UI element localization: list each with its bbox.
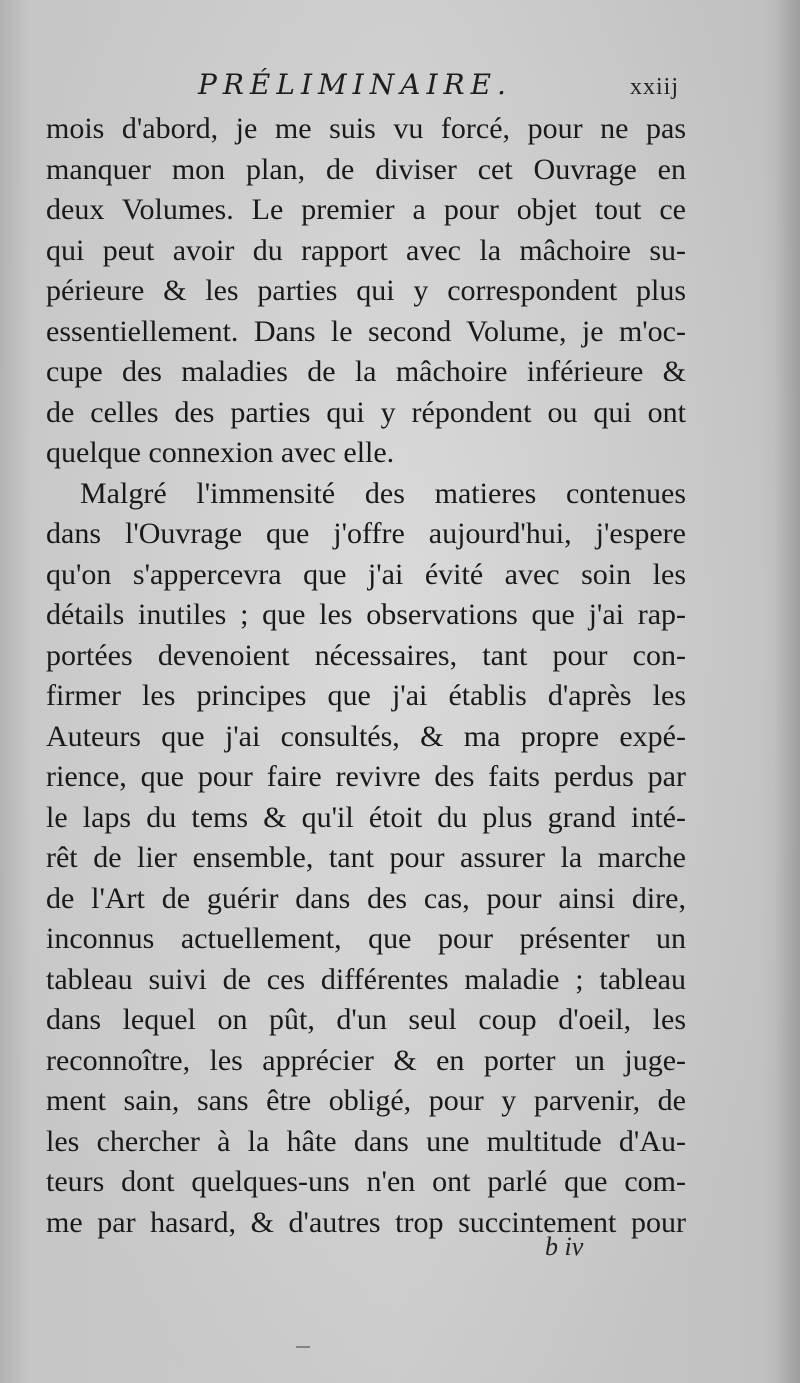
paragraph-start-line: Malgré l'immensité des matieres contenues (80, 476, 686, 510)
text-line: qu'on s'appercevra que j'ai évité avec soin les (46, 557, 686, 591)
page-edge-shadow (774, 0, 800, 1383)
paragraph-end-line: quelque connexion avec elle. (46, 436, 395, 469)
text-line: teurs dont quelques-uns n'en ont parlé que com- (46, 1165, 686, 1198)
text-line: cupe des maladies de la mâchoire inférieure & (46, 355, 686, 388)
text-line: portées devenoient nécessaires, tant pour con- (46, 638, 686, 672)
text-line: reconnoître, les apprécier & en porter un juge- (46, 1043, 686, 1077)
text-line: ment sain, sans être obligé, pour y parvenir, de (46, 1084, 686, 1117)
text-line: firmer les principes que j'ai établis d'après les (46, 679, 686, 712)
text-line: Auteurs que j'ai consultés, & ma propre expé- (46, 719, 686, 753)
text-line: tableau suivi de ces différentes maladie ; tableau (46, 962, 686, 996)
signature-mark: b iv (545, 1232, 584, 1261)
text-line: dans lequel on pût, d'un seul coup d'oeil, les (46, 1003, 686, 1036)
text-line: mois d'abord, je me suis vu forcé, pour ne pas (46, 112, 686, 145)
text-line: inconnus actuellement, que pour présenter un (46, 922, 686, 955)
text-line: le laps du tems & qu'il étoit du plus grand inté- (46, 800, 686, 834)
running-head (0, 62, 800, 102)
text-line: deux Volumes. Le premier a pour objet tout ce (46, 193, 686, 226)
text-line: de l'Art de guérir dans des cas, pour ainsi dire, (46, 881, 686, 915)
text-line: essentiellement. Dans le second Volume, je m'oc- (46, 314, 686, 348)
text-line: détails inutiles ; que les observations que j'ai rap- (46, 598, 686, 631)
text-line: rience, que pour faire revivre des faits perdus par (46, 760, 686, 793)
body-text (46, 109, 686, 1243)
ink-speck (296, 1346, 310, 1348)
text-line: rêt de lier ensemble, tant pour assurer la marche (46, 841, 686, 874)
text-line: me par hasard, & d'autres trop succintement pour (46, 1205, 686, 1239)
page-number: xxiij (630, 74, 680, 100)
text-line: les chercher à la hâte dans une multitude d'Au- (46, 1124, 686, 1158)
text-line: qui peut avoir du rapport avec la mâchoire su- (46, 233, 686, 267)
text-line: dans l'Ouvrage que j'offre aujourd'hui, j'espere (46, 517, 686, 550)
text-line: périeure & les parties qui y correspondent plus (46, 274, 686, 307)
text-line: de celles des parties qui y répondent ou qui ont (46, 395, 686, 429)
running-title: PRÉLIMINAIRE. (198, 68, 512, 101)
text-line: manquer mon plan, de diviser cet Ouvrage en (46, 152, 686, 186)
